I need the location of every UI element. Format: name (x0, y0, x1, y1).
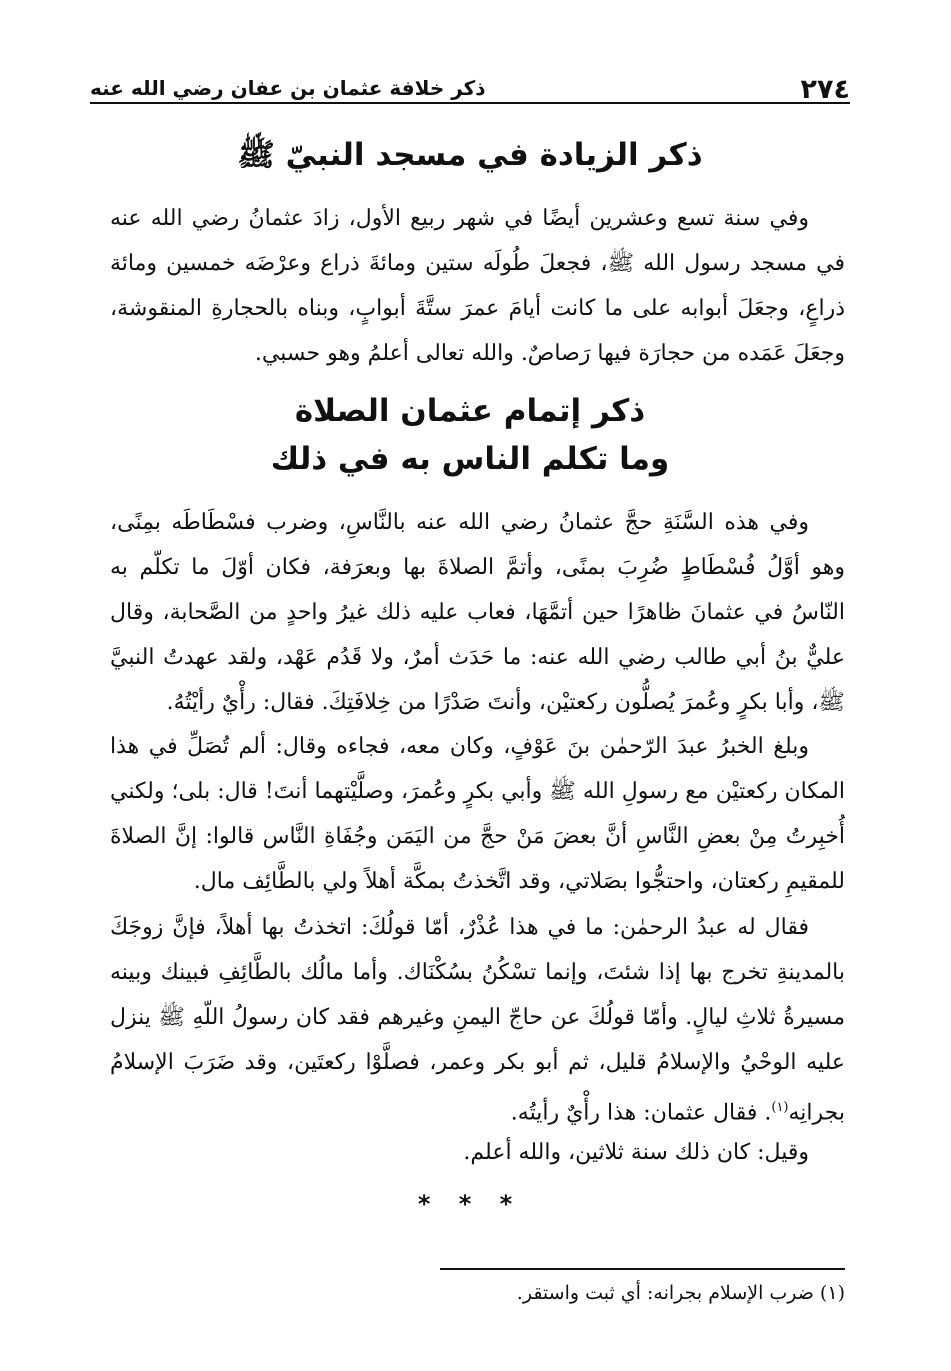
section-separator: * * * (417, 1190, 523, 1218)
running-title: ذكر خلافة عثمان بن عفان رضي الله عنه (90, 76, 486, 100)
paragraph-abdulrahman-news: وبلغ الخبرُ عبدَ الرّحمٰن بنَ عَوْفٍ، وكان معه، فجاءه وقال: ألم تُصَلِّ في هذا المكان ركعتيْن مع رسولِ الله ﷺ وأبي بكرٍ وعُمرَ، وصلَّيْتهما أنتَ! قال: بلى؛ ولكني أُخبِرتُ مِنْ بعضِ النَّاسِ أنَّ بعضَ مَنْ حجَّ من اليَمَن وجُفَاةِ النَّاس قالوا: إنَّ الصلاةَ للمقيمِ ركعتان، واحتجُّوا بصَلاتي، وقد اتَّخذتُ بمكَّة أهلاً ولي بالطَّائِف مال. (110, 734, 845, 894)
paragraph-hajj: وفي هذه السَّنَةِ حجَّ عثمانُ رضي الله عنه بالنَّاسِ، وضرب فسْطَاطَه بمِنًى، وهو أوَّلُ فُسْطَاطٍ ضُرِبَ بمنًى، وأتمَّ الصلاةَ بها وبعرَفة، فكان أوّلَ ما تكلّم به النّاسُ في عثمانَ ظاهرًا حين أتمَّهَا، فعاب عليه ذلك غيرُ واحدٍ من الصَّحابة، وقال عليٌّ بنُ أبي طالب رضي الله عنه: ما حَدَث أمرٌ، ولا قَدُم عَهْد، ولقد عهدتُ النبيَّ ﷺ، وأبا بكرٍ وعُمرَ يُصلُّون ركعتيْن، وأنتَ صَدْرًا من خِلافَتِكَ. فقال: رأْيٌ رأيْتُهُ. (110, 510, 845, 715)
paragraph-year-note: وقيل: كان ذلك سنة ثلاثين، والله أعلم. (463, 1140, 809, 1165)
paragraph-abdulrahman-reply-text: فقال له عبدُ الرحمٰن: ما في هذا عُذْرٌ، أمّا قولُكَ: اتخذتُ بها أهلاً، فإنَّ زوجَكَ بالمدينةِ تخرج بها إذا شئتَ، وإنما تسْكُنُ بسُكْنَاك. وأما مالُك بالطَّائِفِ فبينك وبينه مسيرةُ ثلاثِ ليالٍ. وأمّا قولُكَ عن حاجّ اليمنِ وغيرهم فقد كان رسولُ اللّهِ ﷺ ينزل عليه الوحْيُ والإسلامُ قليل، ثم أبو بكر وعمر، فصلَّوْا ركعتَين، وقد ضَرَبَ الإسلامُ بجرانِه (110, 915, 845, 1126)
paragraph-mosque-expansion: وفي سنة تسع وعشرين أيضًا في شهر ربيع الأول، زادَ عثمانُ رضي الله عنه في مسجد رسول الله ﷺ، فجعلَ طُولَه ستين ومائةَ ذراع وعرْضَه خمسين ومائة ذراعٍ، وجعَلَ أبوابه على ما كانت أيامَ عمرَ ستَّةَ أبوابٍ، وبناه بالحجارةِ المنقوشة، وجعَلَ عَمَده من حجارَة فيها رَصاصٌ. والله تعالى أعلمُ وهو حسبي. (110, 206, 845, 366)
section-title-mosque-expansion: ذكر الزيادة في مسجد النبيّ ﷺ (237, 137, 703, 173)
paragraph-abdulrahman-reply (110, 905, 845, 1135)
footnote-marker: (١) (771, 1100, 789, 1115)
section-title-prayer-line2: وما تكلم الناس به في ذلك (270, 441, 670, 477)
footnote-divider (440, 1268, 845, 1270)
page-header (90, 62, 850, 104)
paragraph-abdulrahman-reply-end: . فقال عثمان: هذا رأْيٌ رأيتُه. (510, 1100, 772, 1126)
footnote: (١) ضرب الإسلام بجرانه: أي ثبت واستقر. (516, 1282, 845, 1304)
section-title-prayer-line1: ذكر إتمام عثمان الصلاة (294, 393, 646, 429)
page-number: ٢٧٤ (800, 74, 850, 105)
